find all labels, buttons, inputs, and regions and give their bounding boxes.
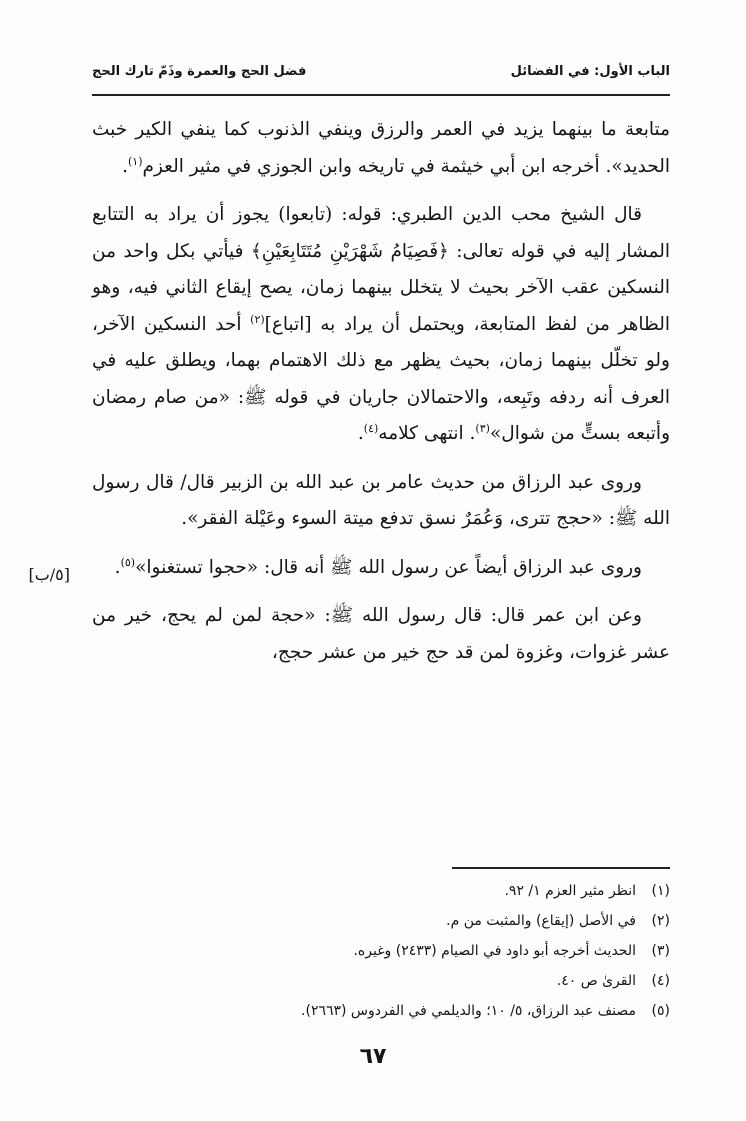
footnotes — [92, 876, 670, 1026]
paragraph-3: وروى عبد الرزاق من حديث عامر بن عبد الله بن الزبير قال/ قال رسول الله ﷺ: «حجج تترى، وَعُمَرٌ نسق تدفع ميتة السوء وعَيْلة الفقر». — [92, 471, 670, 529]
paragraph-1: متابعة ما بينهما يزيد في العمر والرزق وينفي الذنوب كما ينفي الكير خبث الحديد». أخرجه ابن أبي خيثمة في تاريخه وابن الجوزي في مثير العزم$^{(١)}$. — [92, 119, 670, 177]
footnote: (٣)الحديث أخرجه أبو داود في الصيام (٢٤٣٣) وغيره. — [353, 943, 670, 959]
header-section: فضل الحج والعمرة وذَمّ تارك الحج — [92, 64, 307, 79]
running-header — [92, 60, 670, 92]
footnote: (١)انظر مثير العزم ١/ ٩٢. — [504, 883, 670, 899]
footnote-ref: (٥) — [120, 555, 136, 569]
footnote-ref: (١) — [127, 154, 143, 168]
footnote-ref: (٤) — [363, 421, 379, 435]
paragraph-5: وعن ابن عمر قال: قال رسول الله ﷺ: «حجة لمن لم يحج، خير من عشر غزوات، وغزوة لمن قد حج خير من عشر حجج، — [92, 605, 670, 663]
footnote-ref: (٣) — [475, 421, 490, 435]
footnote-ref: (٢) — [250, 312, 265, 326]
footnote: (٥)مصنف عبد الرزاق، ٥/ ١٠؛ والديلمي في الفردوس (٢٦٦٣). — [301, 1003, 670, 1019]
paragraph-4: وروى عبد الرزاق أيضاً عن رسول الله ﷺ أنه قال: «حجوا تستغنوا»$^{(٥)}$. — [114, 555, 642, 578]
header-chapter: الباب الأول: في الفضائل — [510, 64, 670, 79]
footnote: (٤)القرىٰ ص ٤٠. — [556, 973, 670, 989]
footnote: (٢)في الأصل (إيقاع) والمثبت من م. — [446, 913, 670, 929]
main-text — [92, 112, 670, 683]
header-rule — [92, 94, 670, 96]
page-number: ٦٧ — [359, 1044, 387, 1069]
paragraph-2: قال الشيخ محب الدين الطبري: قوله: (تابعوا) يجوز أن يراد به التتابع المشار إليه في قوله تعالى: ﴿فَصِيَامُ شَهْرَيْنِ مُتَتَابِعَيْنِ﴾ فيأتي بكل واحد من النسكين عقب الآخر بحيث لا يتخلل بينهما زمان، يصح إيقاع الثاني فيه، وهو الظاهر من لفظ المتابعة، ويحتمل أن يراد به [اتباع]$^{(٢)}$ أحد النسكين الآخر، ولو تخلّل بينهما زمان، بحيث يظهر مع ذلك الاهتمام بهما، ويطلق عليه في العرف أنه ردفه وتَبِعه، والاحتمالان جاريان في قوله ﷺ: «من صام رمضان وأتبعه بستٍّ من شوال»$^{(٣)}$. انتهى كلامه$^{(٤)}$. — [92, 204, 671, 444]
manuscript-folio-marker: [٥/ب] — [28, 565, 70, 584]
footnote-separator — [452, 867, 670, 869]
